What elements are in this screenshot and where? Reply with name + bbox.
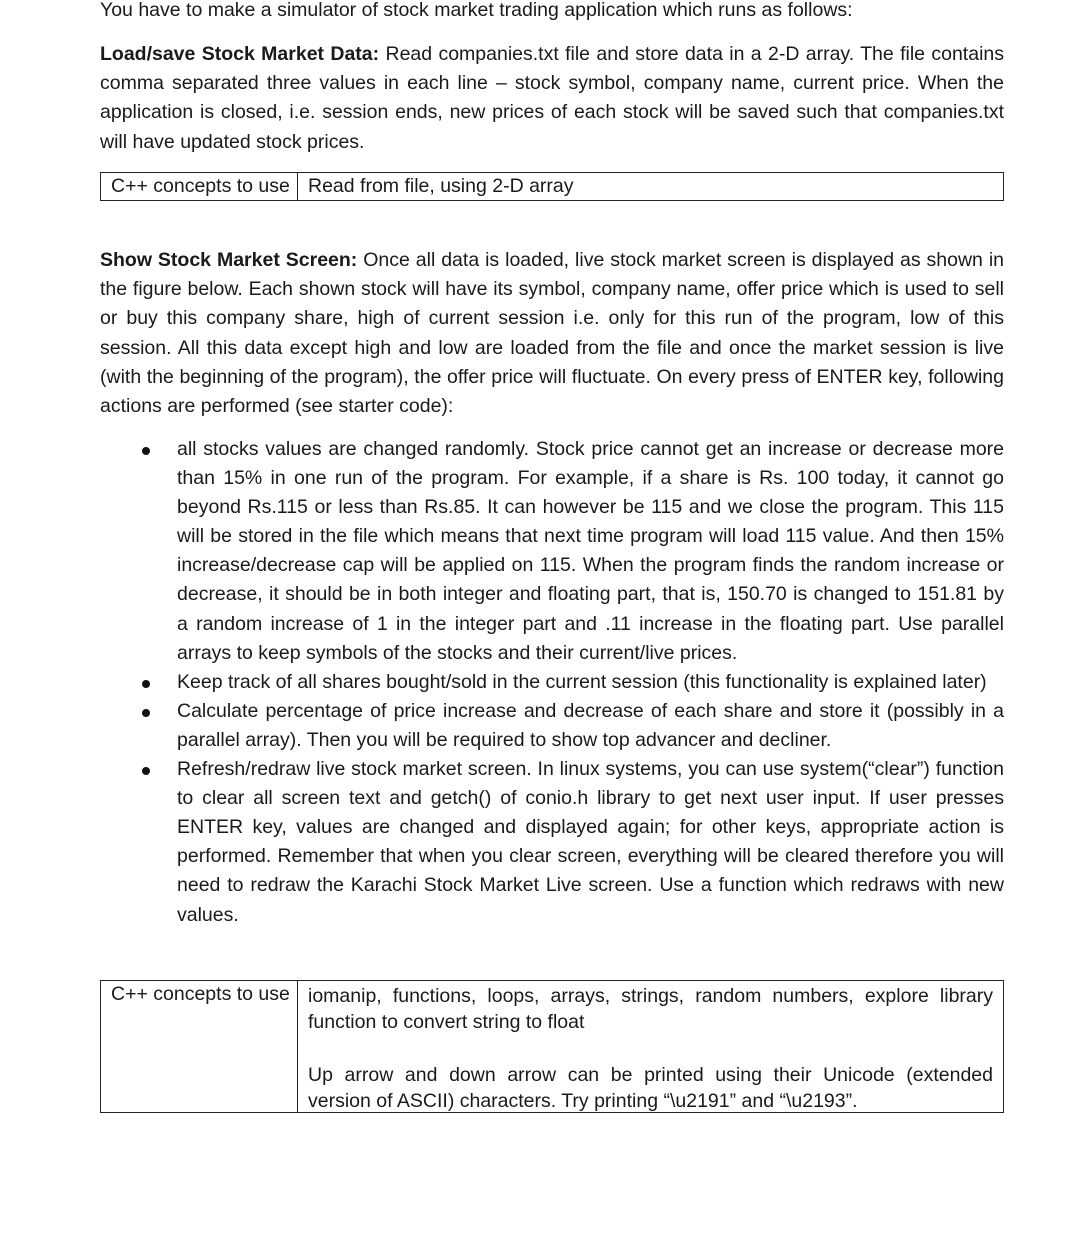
list-item xyxy=(100,435,1004,668)
list-item xyxy=(100,755,1004,930)
concepts-value-2-part-2: Up arrow and down arrow can be printed using their Unicode (extended version of ASCII) characters. Try printing “\u2191” and “\u2193”. xyxy=(308,1064,993,1112)
bullet-icon xyxy=(142,447,150,455)
load-save-text: Read companies.txt file and store data in a 2-D array. The file contains comma separated three values in each line – stock symbol, company name, current price. When the application is closed, i.e. session ends, new prices of each stock will be saved such that companies.txt will have updated stock prices. xyxy=(100,43,1004,153)
show-screen-heading: Show Stock Market Screen: xyxy=(100,249,358,271)
list-item xyxy=(100,668,1004,697)
concepts-label-2: C++ concepts to use xyxy=(101,981,298,1112)
bullet-text: Keep track of all shares bought/sold in the current session (this functionality is explained later) xyxy=(177,670,987,693)
bullet-icon xyxy=(142,767,150,775)
concepts-value-2 xyxy=(298,981,1003,1112)
concepts-value-1: Read from file, using 2-D array xyxy=(308,175,574,197)
bullet-icon xyxy=(142,709,150,717)
load-save-paragraph xyxy=(100,40,1004,157)
show-screen-paragraph xyxy=(100,246,1004,421)
intro-text: You have to make a simulator of stock market trading application which runs as follows: xyxy=(100,0,853,21)
actions-bullet-list xyxy=(100,435,1004,930)
concepts-table-2 xyxy=(100,980,1004,1113)
bullet-icon xyxy=(142,680,150,688)
concepts-value-2-part-1: iomanip, functions, loops, arrays, strings, random numbers, explore library function to convert string to float xyxy=(308,985,993,1033)
load-save-heading: Load/save Stock Market Data: xyxy=(100,43,380,65)
concepts-table-1 xyxy=(100,172,1004,201)
bullet-text: Refresh/redraw live stock market screen. In linux systems, you can use system(“clear”) function to clear all screen text and getch() of conio.h library to get next user input. If user presses ENTER key, values are changed and displayed again; for other keys, appropriate action is performed. Remember that when you clear screen, everything will be cleared therefore you will need to redraw the Karachi Stock Market Live screen. Use a function which redraws with new values. xyxy=(177,758,1004,926)
list-item xyxy=(100,697,1004,755)
bullet-text: all stocks values are changed randomly. Stock price cannot get an increase or decrease more than 15% in one run of the program. For example, if a share is Rs. 100 today, it cannot go beyond Rs.115 or less than Rs.85. It can however be 115 and we close the program. This 115 will be stored in the file which means that next time program will load 115 value. And then 15% increase/decrease cap will be applied on 115. When the program finds the random increase or decrease, it should be in both integer and floating part, that is, 150.70 is changed to 151.81 by a random increase of 1 in the integer part and .11 increase in the floating part. Use parallel arrays to keep symbols of the stocks and their current/live prices. xyxy=(177,438,1004,664)
show-screen-text: Once all data is loaded, live stock market screen is displayed as shown in the figure below. Each shown stock will have its symbol, company name, offer price which is used to sell or buy this company share, high of current session i.e. only for this run of the program, low of this session. All this data except high and low are loaded from the file and once the market session is live (with the beginning of the program), the offer price will fluctuate. On every press of ENTER key, following actions are performed (see starter code): xyxy=(100,249,1004,418)
bullet-text: Calculate percentage of price increase and decrease of each share and store it (possibly in a parallel array). Then you will be required to show top advancer and decliner. xyxy=(177,699,1004,751)
concepts-label-1: C++ concepts to use xyxy=(101,173,298,200)
